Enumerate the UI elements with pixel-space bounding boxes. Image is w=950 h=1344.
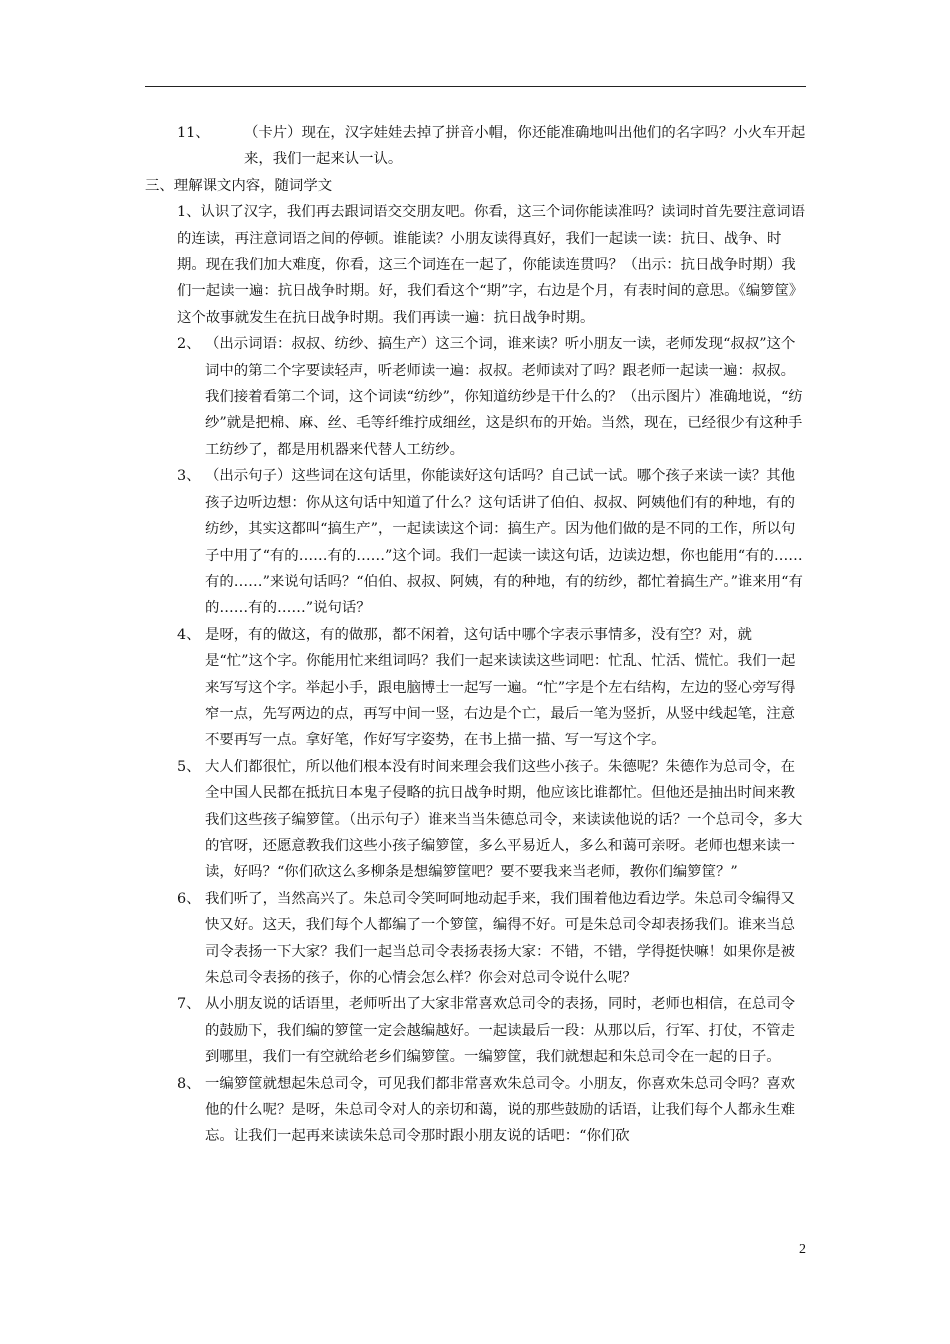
item-number: 3、 (177, 468, 201, 485)
item-number: 4、 (177, 626, 201, 643)
item-number: 7、 (177, 996, 201, 1013)
item-text: 是呀，有的做这，有的做那，都不闲着，这句话中哪个字表示事情多，没有空？对，就是“忙”这个字。你能用忙来组词吗？我们一起来读读这些词吧：忙乱、忙活、慌忙。我们一起来写写这个字。举起小手，跟电脑博士一起写一遍。“忙”字是个左右结构，左边的竖心旁写得窄一点，先写两边的点，再写中间一竖，右边是个亡，最后一笔为竖折，从竖中线起笔，注意不要再写一点。拿好笔，作好写字姿势，在书上描一描、写一写这个字。 (205, 626, 796, 749)
section-title: 理解课文内容，随词学文 (173, 177, 333, 194)
list-item (145, 622, 807, 754)
section-heading (145, 173, 807, 199)
item-number: 6、 (177, 890, 201, 907)
item-text: 我们听了，当然高兴了。朱总司令笑呵呵地动起手来，我们围着他边看边学。朱总司令编得又快又好。这天，我们每个人都编了一个箩筐，编得不好。可是朱总司令却表扬我们。谁来当总司令表扬一下大家？我们一起当总司令表扬表扬大家：不错，不错，学得挺快嘛！如果你是被朱总司令表扬的孩子，你的心情会怎么样？你会对总司令说什么呢？ (205, 890, 796, 986)
item-text: 大人们都很忙，所以他们根本没有时间来理会我们这些小孩子。朱德呢？朱德作为总司令，在全中国人民都在抵抗日本鬼子侵略的抗日战争时期，他应该比谁都忙。但他还是抽出时间来教我们这些孩子编箩筐。（出示句子）谁来当当朱德总司令，来读读他说的话？一个总司令，多大的官呀，还愿意教我们这些小孩子编箩筐，多么平易近人，多么和蔼可亲呀。老师也想来读一读，好吗？“你们砍这么多柳条是想编箩筐吧？要不要我来当老师，教你们编箩筐？” (205, 758, 803, 881)
list-item (145, 1071, 807, 1150)
document-body (145, 120, 807, 1150)
item-text: （出示词语：叔叔、纺纱、搞生产）这三个词，谁来读？听小朋友一读，老师发现“叔叔”这个词中的第二个字要读轻声，听老师读一遍：叔叔。老师读对了吗？跟老师一起读一遍：叔叔。我们接着看第二个词，这个词读“纺纱”，你知道纺纱是干什么的？（出示图片）准确地说，“纺纱”就是把棉、麻、丝、毛等纤维拧成细丝，这是织布的开始。当然，现在，已经很少有这种手工纺纱了，都是用机器来代替人工纺纱。 (205, 336, 803, 458)
page-number: 2 (799, 1242, 806, 1257)
item-number: 8、 (177, 1075, 201, 1092)
list-item (145, 331, 807, 463)
section-number: 三、 (145, 177, 174, 194)
header-rule (145, 86, 806, 87)
paragraph-text: 1、认识了汉字，我们再去跟词语交交朋友吧。你看，这三个词你能读准吗？读词时首先要注意词语的连读，再注意词语之间的停顿。谁能读？小朋友读得真好，我们一起读一读：抗日、战争、时期。现在我们加大难度，你看，这三个词连在一起了，你能读连贯吗？（出示：抗日战争时期）我们一起读一遍：抗日战争时期。好，我们看这个“期”字，右边是个月，有表时间的意思。《编箩筐》这个故事就发生在抗日战争时期。我们再读一遍：抗日战争时期。 (177, 204, 805, 326)
list-item (145, 754, 807, 886)
item-text: （卡片）现在，汉字娃娃去掉了拼音小帽，你还能准确地叫出他们的名字吗？小火车开起来，我们一起来认一认。 (244, 125, 806, 168)
item-number: 11、 (177, 125, 210, 141)
item-text: 从小朋友说的话语里，老师听出了大家非常喜欢总司令的表扬，同时，老师也相信，在总司令的鼓励下，我们编的箩筐一定会越编越好。一起读最后一段：从那以后，行军、打仗，不管走到哪里，我们一有空就给老乡们编箩筐。一编箩筐，我们就想起和朱总司令在一起的日子。 (205, 996, 796, 1066)
list-item (145, 991, 807, 1070)
paragraph (145, 199, 807, 331)
item-number: 2、 (177, 336, 201, 353)
item-text: （出示句子）这些词在这句话里，你能读好这句话吗？自己试一试。哪个孩子来读一读？其他孩子边听边想：你从这句话中知道了什么？这句话讲了伯伯、叔叔、阿姨他们有的种地，有的纺纱，其实这都叫“搞生产”，一起读读这个词：搞生产。因为他们做的是不同的工作，所以句子中用了“有的……有的……”这个词。我们一起读一读这句话，边读边想，你也能用“有的……有的……”来说句话吗？“伯伯、叔叔、阿姨，有的种地，有的纺纱，都忙着搞生产。”谁来用“有的……有的……”说句话？ (205, 468, 803, 617)
item-number: 5、 (177, 758, 201, 775)
list-item (145, 120, 807, 173)
list-item (145, 886, 807, 992)
list-item (145, 463, 807, 621)
item-text: 一编箩筐就想起朱总司令，可见我们都非常喜欢朱总司令。小朋友，你喜欢朱总司令吗？喜欢他的什么呢？是呀，朱总司令对人的亲切和蔼，说的那些鼓励的话语，让我们每个人都永生难忘。让我们一起再来读读朱总司令那时跟小朋友说的话吧：“你们砍 (205, 1075, 796, 1145)
